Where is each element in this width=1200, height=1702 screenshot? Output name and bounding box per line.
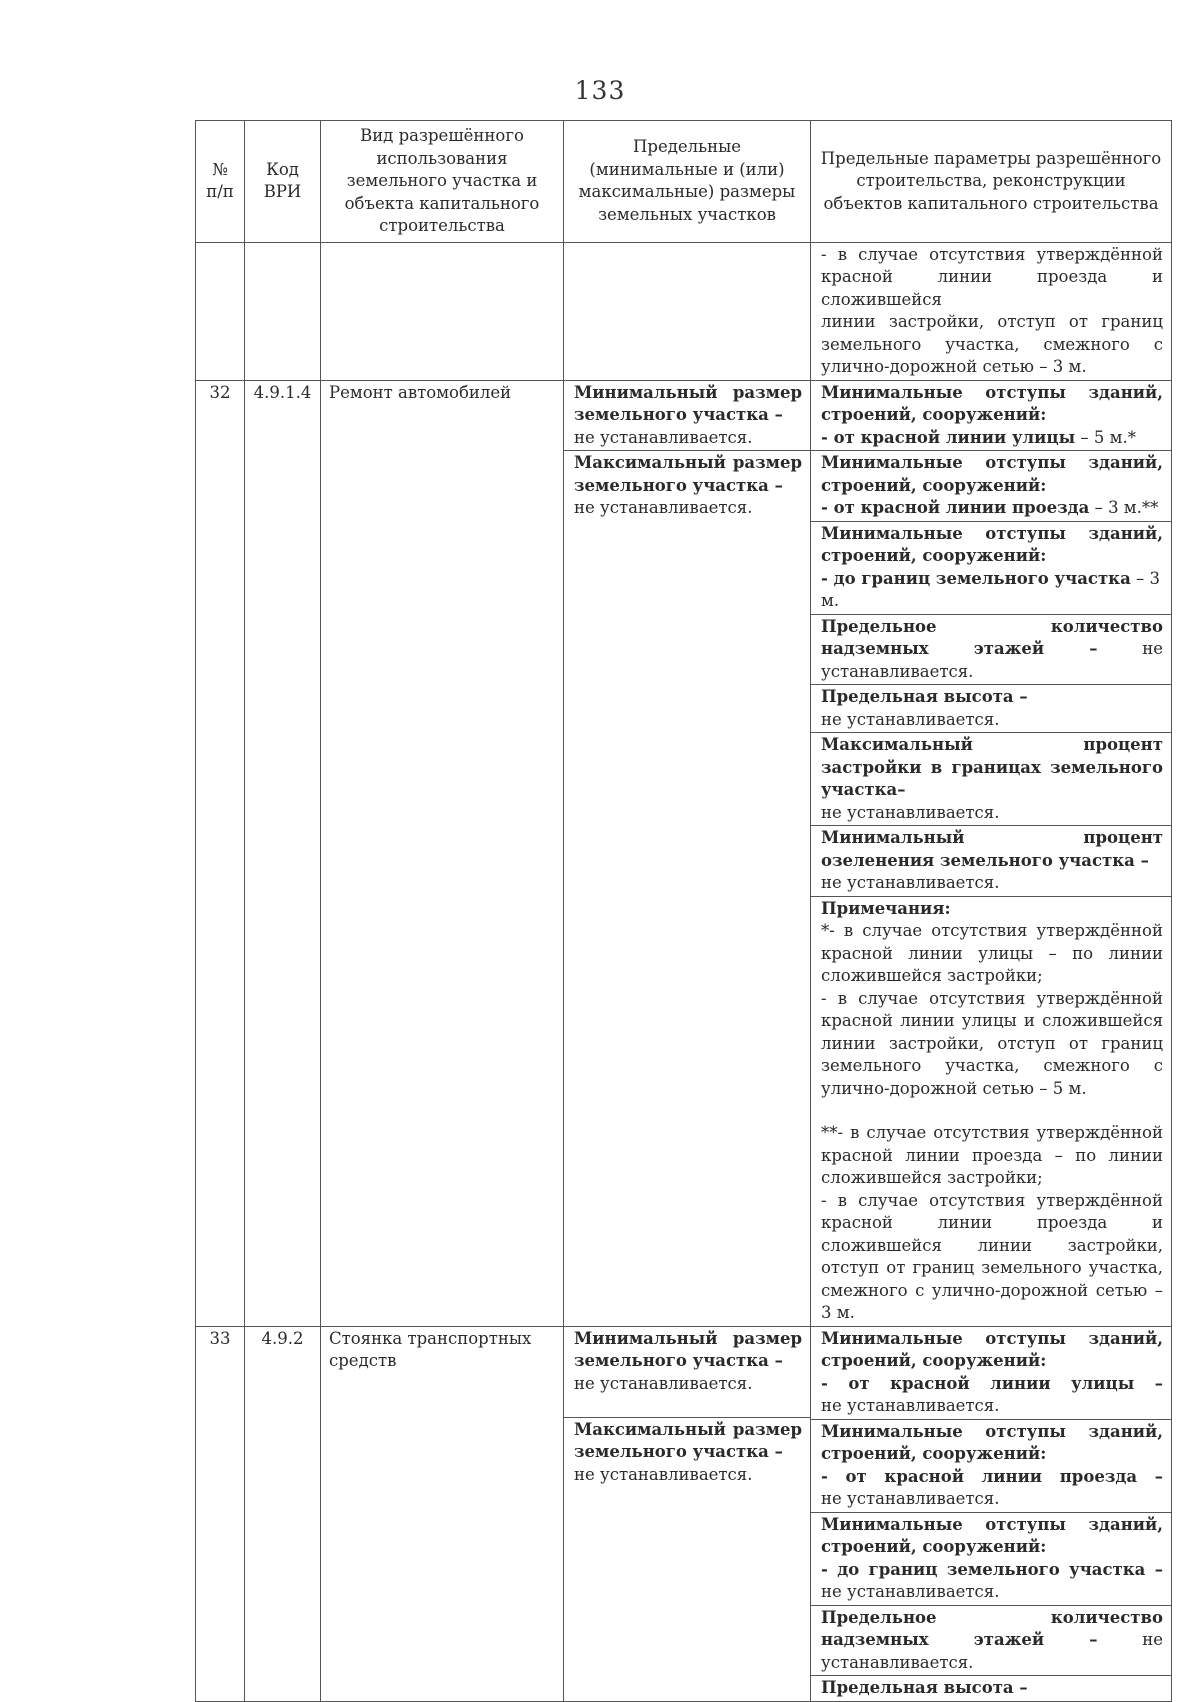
param-value: не устанавливается.: [821, 802, 1000, 822]
row-use-name: Стоянка транспортных средств: [321, 1326, 564, 1701]
table-row-continued: [196, 242, 1172, 380]
param-cell: [811, 685, 1171, 733]
note-2: - в случае отсутствия утверждённой красной линии улицы и сложившейся линии застройки, отступ от границ земельного участка, смежного с улично-дорожной сетью – 5 м.: [821, 988, 1163, 1098]
max-size-cell: [564, 451, 810, 521]
row-number: 33: [196, 1326, 245, 1701]
header-plot-size: Предельные (минимальные и (или) максимальные) размеры земельных участков: [564, 121, 811, 243]
row-plot-size: [564, 380, 811, 1326]
param-title: Предельное количество надземных этажей –: [821, 1607, 1163, 1649]
param-title: Предельная высота –: [821, 687, 1028, 706]
param-value: не устанавливается.: [821, 639, 1163, 681]
param-cell: [811, 451, 1171, 522]
param-tail: не устанавливается.: [821, 1489, 1000, 1508]
continued-line-1: - в случае отсутствия утверждённой: [821, 244, 1163, 264]
min-size-cell: [564, 1327, 810, 1418]
param-tail: – 3 м.: [821, 568, 1161, 610]
param-cell: [811, 1419, 1171, 1512]
param-title: Максимальный процент застройки в границах земельного участка–: [821, 735, 1163, 799]
param-cell: [811, 1676, 1171, 1701]
param-title: Предельное количество надземных этажей –: [821, 616, 1163, 658]
param-title: Минимальные отступы зданий, строений, сооружений:: [821, 1514, 1163, 1556]
param-title: Минимальные отступы зданий, строений, сооружений:: [821, 523, 1163, 565]
param-value: не устанавливается.: [821, 873, 1000, 892]
param-title: Предельная высота –: [821, 1678, 1028, 1697]
min-size-cell: [564, 381, 810, 451]
param-cell: [811, 381, 1171, 451]
continued-line-2: красной линии проезда и сложившейся: [821, 267, 1163, 309]
continued-line-3: линии застройки, отступ от границ: [821, 312, 1163, 331]
param-value: не устанавливается.: [821, 709, 1000, 729]
row-plot-size: [564, 1326, 811, 1701]
row-code: 4.9.1.4: [245, 380, 321, 1326]
param-value: - от красной линии улицы: [821, 427, 1076, 447]
min-size-value: не устанавливается.: [574, 427, 753, 447]
row-use-name: Ремонт автомобилей: [321, 380, 564, 1326]
header-construction-params: Предельные параметры разрешённого строительства, реконструкции объектов капитального строительства: [811, 121, 1172, 243]
row-code: 4.9.2: [245, 1326, 321, 1701]
note-3: **- в случае отсутствия утверждённой красной линии проезда – по линии сложившейся застройки;: [821, 1123, 1163, 1187]
param-value: - до границ земельного участка: [821, 568, 1131, 588]
param-value: - от красной линии проезда: [821, 498, 1090, 517]
param-cell: [811, 521, 1171, 614]
regulations-table: [195, 120, 1172, 1702]
table-header-row: [196, 121, 1172, 243]
continued-line-5: улично-дорожной сетью – 3 м.: [821, 357, 1087, 376]
max-size-value: не устанавливается.: [574, 498, 753, 517]
note-4: - в случае отсутствия утверждённой красной линии проезда и сложившейся линии застройки, отступ от границ земельного участка, смежного с улично-дорожной сетью – 3 м.: [821, 1190, 1163, 1322]
header-num: № п/п: [196, 121, 245, 243]
notes-cell: [811, 896, 1171, 1326]
param-value: - от красной линии улицы –: [821, 1373, 1163, 1393]
param-title: Минимальные отступы зданий, строений, сооружений:: [821, 1328, 1163, 1370]
continued-cell: [811, 242, 1172, 380]
param-title: Минимальные отступы зданий, строений, сооружений:: [821, 1421, 1163, 1463]
row-construction-params: [811, 1326, 1172, 1701]
min-size-title: Минимальный размер земельного участка –: [574, 1328, 802, 1370]
param-tail: не устанавливается.: [821, 1396, 1000, 1415]
param-cell: [811, 733, 1171, 826]
param-value: не устанавливается.: [821, 1630, 1163, 1672]
continued-line-4: земельного участка, смежного с: [821, 334, 1163, 354]
row-construction-params: [811, 380, 1172, 1326]
param-cell: [811, 1605, 1171, 1676]
max-size-value: не устанавливается.: [574, 1464, 753, 1484]
param-cell: [811, 614, 1171, 685]
param-tail: – 5 м.*: [1075, 427, 1136, 447]
table-row-33: [196, 1326, 1172, 1701]
note-1: *- в случае отсутствия утверждённой красной линии улицы – по линии сложившейся застройки;: [821, 921, 1163, 985]
table-row-32: [196, 380, 1172, 1326]
param-tail: не устанавливается.: [821, 1582, 1000, 1601]
min-size-title: Минимальный размер земельного участка –: [574, 382, 802, 424]
param-title: Минимальные отступы зданий, строений, сооружений:: [821, 453, 1163, 495]
row-number: 32: [196, 380, 245, 1326]
param-tail: – 3 м.**: [1089, 498, 1159, 517]
param-cell: [811, 1327, 1171, 1420]
param-cell: [811, 1512, 1171, 1605]
max-size-title: Максимальный размер земельного участка –: [574, 1419, 802, 1461]
param-title: Минимальный процент озеленения земельного участка –: [821, 828, 1163, 870]
max-size-title: Максимальный размер земельного участка –: [574, 453, 802, 495]
param-value: - до границ земельного участка –: [821, 1559, 1163, 1579]
min-size-value: не устанавливается.: [574, 1373, 753, 1393]
header-code: Код ВРИ: [245, 121, 321, 243]
notes-title: Примечания:: [821, 898, 951, 918]
param-value: - от красной линии проезда –: [821, 1466, 1163, 1486]
header-use-type: Вид разрешённого использования земельного участка и объекта капитального строительства: [321, 121, 564, 243]
max-size-cell: [564, 1417, 810, 1487]
page-number: 133: [574, 76, 626, 105]
param-cell: [811, 826, 1171, 897]
param-title: Минимальные отступы зданий, строений, сооружений:: [821, 382, 1163, 424]
